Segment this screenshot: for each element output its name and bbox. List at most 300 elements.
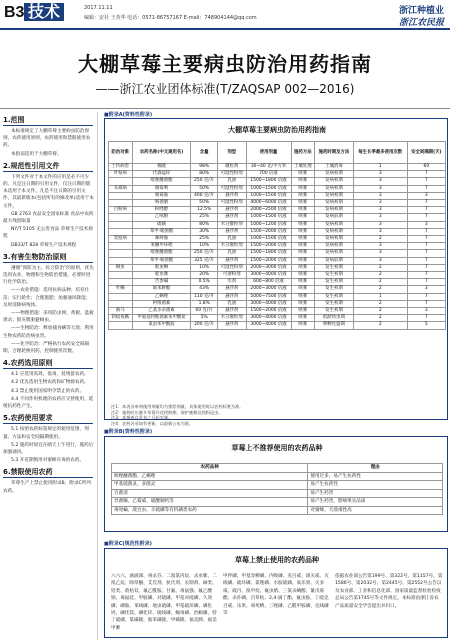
table-cell: 乙螨唑 xyxy=(132,293,191,300)
body-paragraph: 本标准规定了大棚草莓主要病虫防治原则、农药使用原则、农药使用和禁限使用农药。 xyxy=(3,129,91,149)
table-cell: 10% xyxy=(191,243,217,250)
table-cell: 发病前期 xyxy=(315,214,354,221)
table-cell: 喷雾 xyxy=(291,308,315,315)
appendix-b-box xyxy=(104,436,448,532)
body-paragraph: 4.1 应选用高效、低毒、低残留农药。 xyxy=(11,372,89,378)
table-row xyxy=(109,322,446,329)
table-cell: 30% xyxy=(191,228,217,235)
table-cell: 悬浮剂 xyxy=(217,322,246,329)
table-cell: 7 xyxy=(407,214,445,221)
section-heading: 4.农药选用原则 xyxy=(3,359,93,369)
table-cell: 使用过多，易产生抗药性 xyxy=(308,472,443,481)
table-cell: 悬浮剂 xyxy=(217,286,246,293)
table-cell: 腐霉利 xyxy=(132,185,191,192)
table-cell xyxy=(109,178,133,185)
table-cell: 水分散粒剂 xyxy=(217,221,246,228)
table-header-cell: 使用剂量 xyxy=(246,142,291,164)
table-cell: 灰霉病 xyxy=(109,185,133,192)
table-cell: 200 克/升 xyxy=(191,322,217,329)
table-cell: 悬浮剂 xyxy=(217,207,246,214)
table-cell xyxy=(109,221,133,228)
section-heading: 5.农药使用要求 xyxy=(3,414,93,424)
table-cell: 乳油 xyxy=(217,300,246,307)
table-cell: 可湿性粉剂 xyxy=(217,185,246,192)
table-cell: 1 xyxy=(353,164,407,171)
table-cell: 异菌脲、乙霉威、硫酸铜钙等 xyxy=(112,498,308,507)
table-cell: 微粒剂 xyxy=(217,164,246,171)
table-cell: 土传病害 xyxy=(109,164,133,171)
table-row xyxy=(109,308,446,315)
table-row xyxy=(109,221,446,228)
table-row xyxy=(112,498,443,507)
table-row xyxy=(112,481,443,490)
table-cell: 发病前期 xyxy=(315,257,354,264)
table-cell xyxy=(109,279,133,286)
table-cell: 喷雾 xyxy=(291,286,315,293)
table-cell: 3 xyxy=(353,250,407,257)
table-row xyxy=(109,243,446,250)
table-cell: 喷雾 xyxy=(291,315,315,322)
table-cell: 吡唑醚菌酯、乙螨唑 xyxy=(112,472,308,481)
table-cell: 发生初期 xyxy=(315,293,354,300)
table-cell: 蚜虫 xyxy=(109,264,133,271)
table-row xyxy=(112,472,443,481)
table-cell: 叶枯病 xyxy=(109,171,133,178)
table-cell: 叶螨 xyxy=(109,286,133,293)
table-cell: 甲基硫菌灵、多菌灵 xyxy=(112,481,308,490)
table-cell: 7 xyxy=(407,250,445,257)
table-header-cell: 农药名称(中文通用名) xyxy=(132,142,191,164)
table-cell: 2 xyxy=(353,315,407,322)
table-cell: 60 克/升 xyxy=(191,308,217,315)
table-cell: 发生初期 xyxy=(315,279,354,286)
table-cell: 5000~7500 倍液 xyxy=(246,293,291,300)
table-cell: 喷雾 xyxy=(291,200,315,207)
table-cell: 7 xyxy=(407,200,445,207)
table-cell: 喷雾 xyxy=(291,228,315,235)
body-paragraph: NY/T 5105 无公害食品 草莓生产技术规程 xyxy=(3,227,93,240)
table-cell: 250 克/升 xyxy=(191,250,217,257)
table-cell: 3 xyxy=(353,192,407,199)
table-cell: 毒死蜦、敌百虫、辛硫磷等有机磷类农药 xyxy=(112,506,308,515)
table-cell: 咪鲜胺 xyxy=(132,236,191,243)
table-cell: 咯菌腈 xyxy=(132,200,191,207)
table-header-cell: 理由 xyxy=(308,464,443,473)
title-rule xyxy=(0,108,450,109)
table-cell: 7 xyxy=(407,293,445,300)
table-cell: 2 xyxy=(353,272,407,279)
table-cell: 苦参碱 xyxy=(132,279,191,286)
banned-list-col3: 依据农业部公告第199号、第322号、第1157号、第1586号、第2032号、第2445号、第2552号公告以及农业部、工业和信息化部、国家质量监督检验检疫总局公告第1745号等文件规定。本标准由浙江省农产品质量安全学会提出并归口。 xyxy=(335,574,443,609)
table-cell: 硫磺 xyxy=(132,221,191,228)
table-cell xyxy=(109,214,133,221)
table-cell: 喷雾 xyxy=(291,293,315,300)
section-heading: 3.有害生物防治原则 xyxy=(3,253,93,263)
table-cell: 发生初期 xyxy=(315,308,354,315)
table-cell: 吡唑醚菌酯 xyxy=(132,250,191,257)
table-cell: 喷雾 xyxy=(291,214,315,221)
body-paragraph: 5.3 开花期慎用对蜜蜂有毒的农药。 xyxy=(11,458,85,464)
table-cell: 43% xyxy=(191,286,217,293)
table-cell: 3000~4000 倍液 xyxy=(246,322,291,329)
table-cell: 3000~4000 倍液 xyxy=(246,300,291,307)
table-header-cell: 施药时期及方法 xyxy=(315,142,354,164)
table-cell: 苯醚甲环唑 xyxy=(132,243,191,250)
table-cell: 7 xyxy=(407,272,445,279)
article-subtitle: ——浙江农业团体标准(T/ZAQSAP 002—2016) xyxy=(95,82,355,96)
table-cell: 1000~1500 倍液 xyxy=(246,185,291,192)
table-cell: 7 xyxy=(407,171,445,178)
table-cell: 2 xyxy=(353,322,407,329)
table-cell: 蓟马 xyxy=(109,308,133,315)
table-cell: 50% xyxy=(191,185,217,192)
table-cell: 250 克/升 xyxy=(191,178,217,185)
table-cell xyxy=(109,200,133,207)
table-cell: 发病初期 xyxy=(315,228,354,235)
table-cell: 1000~1500 倍液 xyxy=(246,214,291,221)
table-cell: 25% xyxy=(191,214,217,221)
table-cell xyxy=(109,322,133,329)
table-cell: 喷雾 xyxy=(291,250,315,257)
table-cell: 悬浮剂 xyxy=(217,228,246,235)
editor-contact: 编辑：安社 王英华 电话：0571-86757167 E-mail：748904144@qq.com xyxy=(84,15,257,21)
table-cell: 3 xyxy=(353,200,407,207)
table-row xyxy=(109,185,446,192)
table-cell: 50% xyxy=(191,200,217,207)
table-cell: 氯虫苯甲酰胺 xyxy=(132,322,191,329)
table-row xyxy=(109,214,446,221)
table-cell: 水剂 xyxy=(217,279,246,286)
table-cell: 1500~2000 倍液 xyxy=(246,228,291,235)
table-row xyxy=(109,236,446,243)
table-cell: 水分散粒剂 xyxy=(217,315,246,322)
table-cell: 发病初期 xyxy=(315,243,354,250)
table-cell: 喷雾 xyxy=(291,171,315,178)
table-cell: 2 xyxy=(353,308,407,315)
appendix-c-tag: ■附录C(规范性附录) xyxy=(104,541,152,547)
table-cell: 悬浮剂 xyxy=(217,192,246,199)
table-cell: 乳油 xyxy=(217,250,246,257)
table-cell: 乙基多杀菌素 xyxy=(132,308,191,315)
table-cell: 7 xyxy=(407,178,445,185)
table-row xyxy=(109,207,446,214)
table-cell: 60 xyxy=(407,164,445,171)
table-header-cell: 安全间隔期(天) xyxy=(407,142,445,164)
table-cell: 400 克/升 xyxy=(191,192,217,199)
table-cell: 乙嘧酚 xyxy=(132,214,191,221)
table-cell: 700 倍液 xyxy=(246,171,291,178)
table-cell: 3 xyxy=(353,257,407,264)
table-cell: 喷雾 xyxy=(291,192,315,199)
table-cell: 发病初期 xyxy=(315,171,354,178)
table-cell: 发生初期 xyxy=(315,272,354,279)
table-cell: 0.5% xyxy=(191,279,217,286)
table-row xyxy=(109,315,446,322)
table-cell: 3 xyxy=(407,308,445,315)
table-cell: 发生初期 xyxy=(315,300,354,307)
table-row xyxy=(112,489,443,498)
table-cell: 棉隆 xyxy=(132,164,191,171)
banned-list-col2: 甲拌磷、甲基异柳磷、内吸磷、克百威、涕灭威、灭线磷、硫环磷、氯唑磷、水胺硫磷、氧乐果、灭多威、硫丹、溴甲烷、氟虫腈、三氯杀螨醇、氰戊菊酯、杀扑磷、百草枯、2,4-滴丁酯、氟虫胺、丁硫克百威、乐果、毒死蜱、三唑磷、乙酰甲胺磷、克线磷等 xyxy=(223,574,329,617)
table-cell: 悬浮剂 xyxy=(217,293,246,300)
table-cell: 7 xyxy=(407,257,445,264)
table-cell: 啶虫脒 xyxy=(132,272,191,279)
table-cell: 3 xyxy=(353,185,407,192)
table-cell: 阿维菌素 xyxy=(132,300,191,307)
table-cell: 斜纹夜蛾 xyxy=(109,315,133,322)
table-cell: 3 xyxy=(407,286,445,293)
table-cell: 联苯肼酯 xyxy=(132,286,191,293)
table-cell: 3 xyxy=(353,221,407,228)
table-cell xyxy=(109,192,133,199)
table-cell: 2000~3000 倍液 xyxy=(246,286,291,293)
table-cell: 乳油 xyxy=(217,178,246,185)
table-cell: 卵孵化盛期 xyxy=(315,322,354,329)
table-cell: 1000~1200 倍液 xyxy=(246,221,291,228)
table-row xyxy=(109,264,446,271)
table-cell: 发病初期 xyxy=(315,207,354,214)
table-row xyxy=(109,228,446,235)
table-cell: 对蜜蜂、天敌毒性高 xyxy=(308,506,443,515)
body-paragraph: 4.3 禁止使用国家明令禁止的农药。 xyxy=(11,388,85,394)
table-row xyxy=(109,279,446,286)
table-cell: 苯甲·嘧菌酯 xyxy=(132,228,191,235)
table-cell: 7 xyxy=(407,185,445,192)
table-cell: 3 xyxy=(353,171,407,178)
table-cell: 3 xyxy=(407,192,445,199)
body-paragraph: 本指南适用于大棚草莓。 xyxy=(11,151,62,157)
table-cell: 悬浮剂 xyxy=(217,214,246,221)
table-header-cell: 每生长季最多使用次数 xyxy=(353,142,407,164)
table-cell: 可溶粉剂 xyxy=(217,272,246,279)
appendix-c-title: 草莓上禁止使用的农药品种 xyxy=(235,556,319,564)
table-row xyxy=(112,506,443,515)
table-cell: 发病初期 xyxy=(315,221,354,228)
not-recommended-table xyxy=(111,463,443,515)
page-number: B3 xyxy=(4,4,25,21)
table-cell: 发病初期 xyxy=(315,185,354,192)
table-cell xyxy=(109,293,133,300)
table-cell: 30~40 克/平方米 xyxy=(246,164,291,171)
table-cell: 3000~4000 倍液 xyxy=(246,272,291,279)
table-row xyxy=(109,293,446,300)
table-cell: 2 xyxy=(353,236,407,243)
table-cell: 喷雾 xyxy=(291,279,315,286)
table-cell: 2 xyxy=(353,264,407,271)
table-cell: 炭疽病 xyxy=(109,236,133,243)
table-cell: 1500~2000 倍液 xyxy=(246,257,291,264)
table-cell: 2000~3000 倍液 xyxy=(246,264,291,271)
table-note: 注2：施药时应避开草莓开花授粉期，保护蜜蜂及授粉昆虫。 xyxy=(111,409,223,415)
table-cell: 7 xyxy=(407,207,445,214)
table-cell: 喷雾 xyxy=(291,207,315,214)
section-heading: 2.规范性引用文件 xyxy=(3,162,93,172)
brand-top: 浙江种植业 xyxy=(398,6,444,16)
body-paragraph: ——生物防治：释放捕食螨等天敌；利用生物农药防治病虫害。 xyxy=(3,326,94,339)
table-cell: 1500~2000 倍液 xyxy=(246,243,291,250)
table-cell: 水分散粒剂 xyxy=(217,243,246,250)
table-cell: 3 xyxy=(353,178,407,185)
appendix-c-box xyxy=(104,548,448,638)
table-cell xyxy=(109,228,133,235)
issue-date: 2017.11.11 xyxy=(84,5,113,11)
table-cell: 1500~1800 倍液 xyxy=(246,178,291,185)
table-row xyxy=(109,250,446,257)
table-row xyxy=(109,164,446,171)
table-row xyxy=(109,178,446,185)
newspaper-logo: 浙江农民报 xyxy=(398,18,444,28)
table-cell: 2 xyxy=(353,279,407,286)
table-row xyxy=(109,300,446,307)
body-paragraph: ——农业措施：选用抗病品种；培育壮苗；实行轮作；合理施肥；加强通风降湿；及时清除病残体。 xyxy=(3,288,91,308)
table-header-cell: 施药方法 xyxy=(291,142,315,164)
table-cell: 喷雾 xyxy=(291,236,315,243)
table-header-cell: 剂型 xyxy=(217,142,246,164)
table-cell: 5 xyxy=(407,322,445,329)
appendix-a-tag: ■附录A(资料性附录) xyxy=(104,112,153,118)
table-cell: 代森锰锌 xyxy=(132,171,191,178)
table-cell xyxy=(109,300,133,307)
table-cell: 悬浮剂 xyxy=(217,257,246,264)
table-cell: 发病初期 xyxy=(315,236,354,243)
table-cell: 325 克/升 xyxy=(191,257,217,264)
appendix-a-title: 大棚草莓主要病虫防治用药指南 xyxy=(228,126,326,134)
table-cell: 苯甲·嘧菌酯 xyxy=(132,257,191,264)
body-paragraph: ——物理措施：采用防虫网、黄板、蓝板诱杀；银灰膜驱避蚜虫。 xyxy=(3,311,94,324)
table-note: 注4：农药名录如有更新，以最新公布为准。 xyxy=(111,420,194,426)
table-cell: 易产生药害，影响果实品质 xyxy=(308,498,443,507)
table-row xyxy=(109,200,446,207)
table-cell: 悬浮剂 xyxy=(217,308,246,315)
table-cell: 7 xyxy=(407,243,445,250)
table-note: 注1：本表各单剂使用剂量均为推荐剂量，具体使用时以农药标签为准。 xyxy=(111,404,244,409)
table-cell xyxy=(109,257,133,264)
table-cell: 1.8% xyxy=(191,300,217,307)
body-paragraph: 草莓生产上禁止使用附录B、附录C所列农药。 xyxy=(3,481,91,494)
table-cell: 发生初期 xyxy=(315,264,354,271)
table-cell: 25% xyxy=(191,236,217,243)
appendix-a-notes xyxy=(111,404,445,426)
table-cell: 600~800 倍液 xyxy=(246,279,291,286)
body-paragraph: 5.1 按照农药标签规定的使用范围、剂量、方法和安全间隔期使用。 xyxy=(3,427,89,440)
table-cell: 发病初期 xyxy=(315,178,354,185)
table-cell: 可湿性粉剂 xyxy=(217,200,246,207)
body-paragraph: 5.2 施药时间宜在晴天上午进行，施药后加强通风。 xyxy=(3,442,94,455)
section-heading: 1.范围 xyxy=(3,116,93,126)
article-title: 大棚草莓主要病虫防治用药指南 xyxy=(78,52,372,76)
table-cell: 吡虫啉 xyxy=(132,264,191,271)
banned-list-col1: 六六六、滴滴涕、毒杀芬、二溴氯丙烷、杀虫脒、二溴乙烷、除草醚、艾氏剂、狄氏剂、汞制剂、砷类、铅类、敌枯双、氟乙酰胺、甘氟、毒鼠强、氟乙酸钠、毒鼠硅、甲胺磷、对硫磷、甲基对硫磷、久效磷、磷胺、苯线磷、地虫硫磷、甲基硫环磷、磷化钙、磷化镁、磷化锌、硫线磷、蝇毒磷、治螟磷、特丁硫磷、氯磺隆、胺苯磺隆、甲磺隆、福美胂、福美甲胂 xyxy=(111,574,217,631)
table-cell: 土壤处理 xyxy=(291,164,315,171)
body-paragraph: GB 2763 食品安全国家标准 食品中农药最大残留限量 xyxy=(3,211,94,225)
table-cell: 3 xyxy=(407,221,445,228)
body-paragraph: 4.2 优先选用生物农药和矿物源农药。 xyxy=(11,380,89,386)
appendix-b-title: 草莓上不推荐使用的农药品种 xyxy=(231,444,323,452)
table-header-cell: 含量 xyxy=(191,142,217,164)
table-cell: 1 xyxy=(353,293,407,300)
table-row xyxy=(109,171,446,178)
table-cell: 易产生抗药性 xyxy=(308,481,443,490)
table-cell: 4000~6000 倍液 xyxy=(246,200,291,207)
table-cell: 百菌清 xyxy=(112,489,308,498)
table-cell: 7 xyxy=(407,264,445,271)
table-cell: 喷雾 xyxy=(291,178,315,185)
table-cell xyxy=(109,272,133,279)
table-cell: 喷雾 xyxy=(291,300,315,307)
table-cell: 7 xyxy=(407,228,445,235)
table-cell: 吡唑醚菌酯 xyxy=(132,178,191,185)
section-label: 技术 xyxy=(24,3,64,21)
table-cell: 甲氨基阿维菌素苯甲酸盐 xyxy=(132,315,191,322)
table-cell: 110 克/升 xyxy=(191,293,217,300)
table-cell: 7 xyxy=(407,279,445,286)
body-paragraph: DB33/T 828 草莓生产技术规程 xyxy=(11,242,77,248)
table-header-cell: 防治对象 xyxy=(109,142,133,164)
table-cell: 1000~1500 倍液 xyxy=(246,236,291,243)
table-cell: 7 xyxy=(407,236,445,243)
table-cell: 10% xyxy=(191,264,217,271)
table-cell: 3 xyxy=(353,214,407,221)
table-cell: 20% xyxy=(191,272,217,279)
table-row xyxy=(109,272,446,279)
table-cell: 易产生药害 xyxy=(308,489,443,498)
table-cell: 粉唑醇 xyxy=(132,207,191,214)
table-cell: 乳油 xyxy=(217,236,246,243)
header-rule xyxy=(0,28,450,30)
table-cell: 2 xyxy=(353,286,407,293)
table-cell: 土壤消毒 xyxy=(315,164,354,171)
body-paragraph: 下列文件对于本文件的应用是必不可少的。凡是注日期的引用文件，仅注日期的版本适用于本文件。凡是不注日期的引用文件，其最新版本(包括所有的修改单)适用于本文件。 xyxy=(3,174,94,209)
table-cell: 2000~2500 倍液 xyxy=(246,207,291,214)
table-cell: 12.5% xyxy=(191,207,217,214)
table-cell: 喷雾 xyxy=(291,272,315,279)
table-cell: 3 xyxy=(353,243,407,250)
table-cell xyxy=(109,250,133,257)
section-heading: 6.禁限使用农药 xyxy=(3,468,93,478)
table-cell: 喷雾 xyxy=(291,221,315,228)
table-cell: 白粉病 xyxy=(109,207,133,214)
table-cell: 嘧霉胺 xyxy=(132,192,191,199)
pesticide-guide-table xyxy=(108,141,446,330)
table-cell: 7 xyxy=(407,315,445,322)
table-header-cell: 农药品种 xyxy=(112,464,308,473)
table-cell: 发病初期 xyxy=(315,250,354,257)
table-cell: 喷雾 xyxy=(291,185,315,192)
table-cell: 5% xyxy=(191,315,217,322)
table-row xyxy=(109,192,446,199)
table-cell xyxy=(109,243,133,250)
table-cell: 80% xyxy=(191,171,217,178)
body-paragraph: 遵循“预防为主、综合防治”的原则，优先选用农业、物理和生物防治措施，必要时进行化学防治。 xyxy=(3,265,94,286)
body-paragraph: 4.4 不同作用机理的农药应交替使用，延缓抗药性产生。 xyxy=(3,396,94,410)
table-cell: 发病初期 xyxy=(315,192,354,199)
table-cell: 1000~1500 倍液 xyxy=(246,192,291,199)
table-cell: 98% xyxy=(191,164,217,171)
table-cell: 喷雾 xyxy=(291,257,315,264)
table-cell: 3 xyxy=(353,207,407,214)
table-cell: 低龄幼虫期 xyxy=(315,315,354,322)
table-cell: 喷雾 xyxy=(291,264,315,271)
table-cell: 可湿性粉剂 xyxy=(217,171,246,178)
table-cell: 80% xyxy=(191,221,217,228)
page-header xyxy=(0,0,450,28)
table-cell: 发病初期 xyxy=(315,200,354,207)
table-cell: 3000~4000 倍液 xyxy=(246,315,291,322)
table-cell: 7 xyxy=(407,300,445,307)
table-cell: 喷雾 xyxy=(291,243,315,250)
table-cell: 1500~2000 倍液 xyxy=(246,308,291,315)
table-row xyxy=(109,286,446,293)
